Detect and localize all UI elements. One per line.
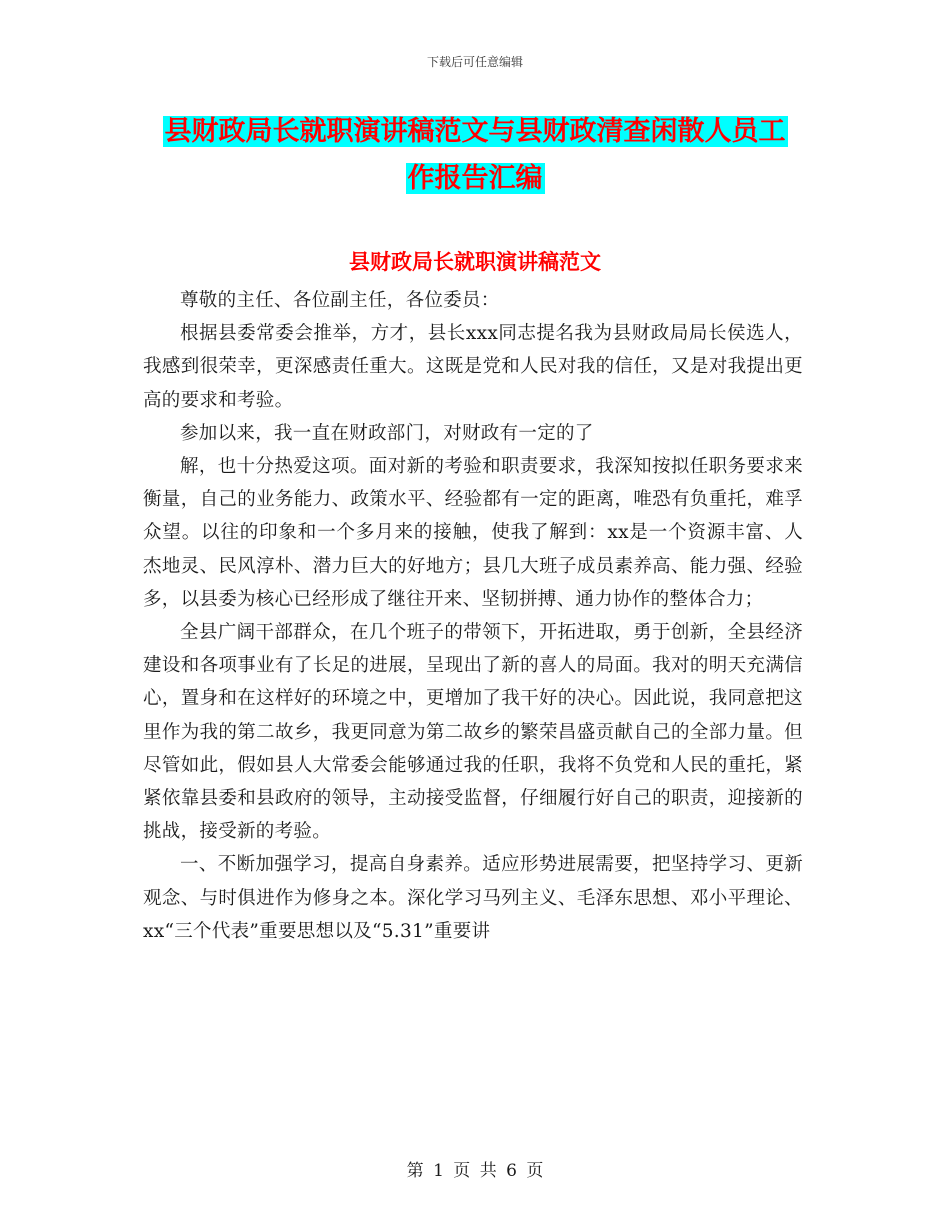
page-number: 第 1 页 共 6 页 [406, 1161, 544, 1181]
paragraph: 参加以来，我一直在财政部门，对财政有一定的了 [180, 422, 594, 444]
header-note: 下载后可任意编辑 [426, 55, 523, 69]
paragraph-salutation: 尊敬的主任、各位副主任，各位委员： [180, 290, 500, 311]
section-title: 县财政局长就职演讲稿范文 [349, 249, 601, 274]
paragraph: 全县广阔干部群众，在几个班子的带领下，开拓进取，勇于创新，全县经济建设和各项事业有了长足的进展，呈现出了新的喜人的局面。我对的明天充满信心，置身和在这样好的环境之中，更增加了我干好的决心。因此说，我同意把这里作为我的第二故乡，我更同意为第二故乡的繁荣昌盛贡献自己的全部力量。但尽管如此，假如县人大常委会能够通过我的任职，我将不负党和人民的重托，紧紧依靠县委和县政府的领导，主动接受监督，仔细履行好自己的职责，迎接新的挑战，接受新的考验。 [143, 622, 803, 843]
paragraph: 一、不断加强学习，提高自身素养。适应形势进展需要，把坚持学习、更新观念、与时俱进作为修身之本。深化学习马列主义、毛泽东思想、邓小平理论、xx“三个代表”重要思想以及“5.31”重要讲 [143, 854, 803, 942]
title-line-1: 县财政局长就职演讲稿范文与县财政清查闲散人员工 [164, 116, 786, 147]
document-title [0, 108, 950, 202]
paragraph: 根据县委常委会推举，方才，县长xxx同志提名我为县财政局局长侯选人，我感到很荣幸，更深感责任重大。这既是党和人民对我的信任，又是对我提出更高的要求和考验。 [143, 323, 803, 411]
title-line-2: 作报告汇编 [407, 163, 543, 194]
body-text [143, 284, 803, 948]
paragraph: 解，也十分热爱这项。面对新的考验和职责要求，我深知按拟任职务要求来衡量，自己的业务能力、政策水平、经验都有一定的距离，唯恐有负重托，难孚众望。以往的印象和一个多月来的接触，使我了解到：xx是一个资源丰富、人杰地灵、民风淳朴、潜力巨大的好地方；县几大班子成员素养高、能力强、经验多，以县委为核心已经形成了继往开来、坚韧拼搏、通力协作的整体合力； [143, 456, 803, 610]
